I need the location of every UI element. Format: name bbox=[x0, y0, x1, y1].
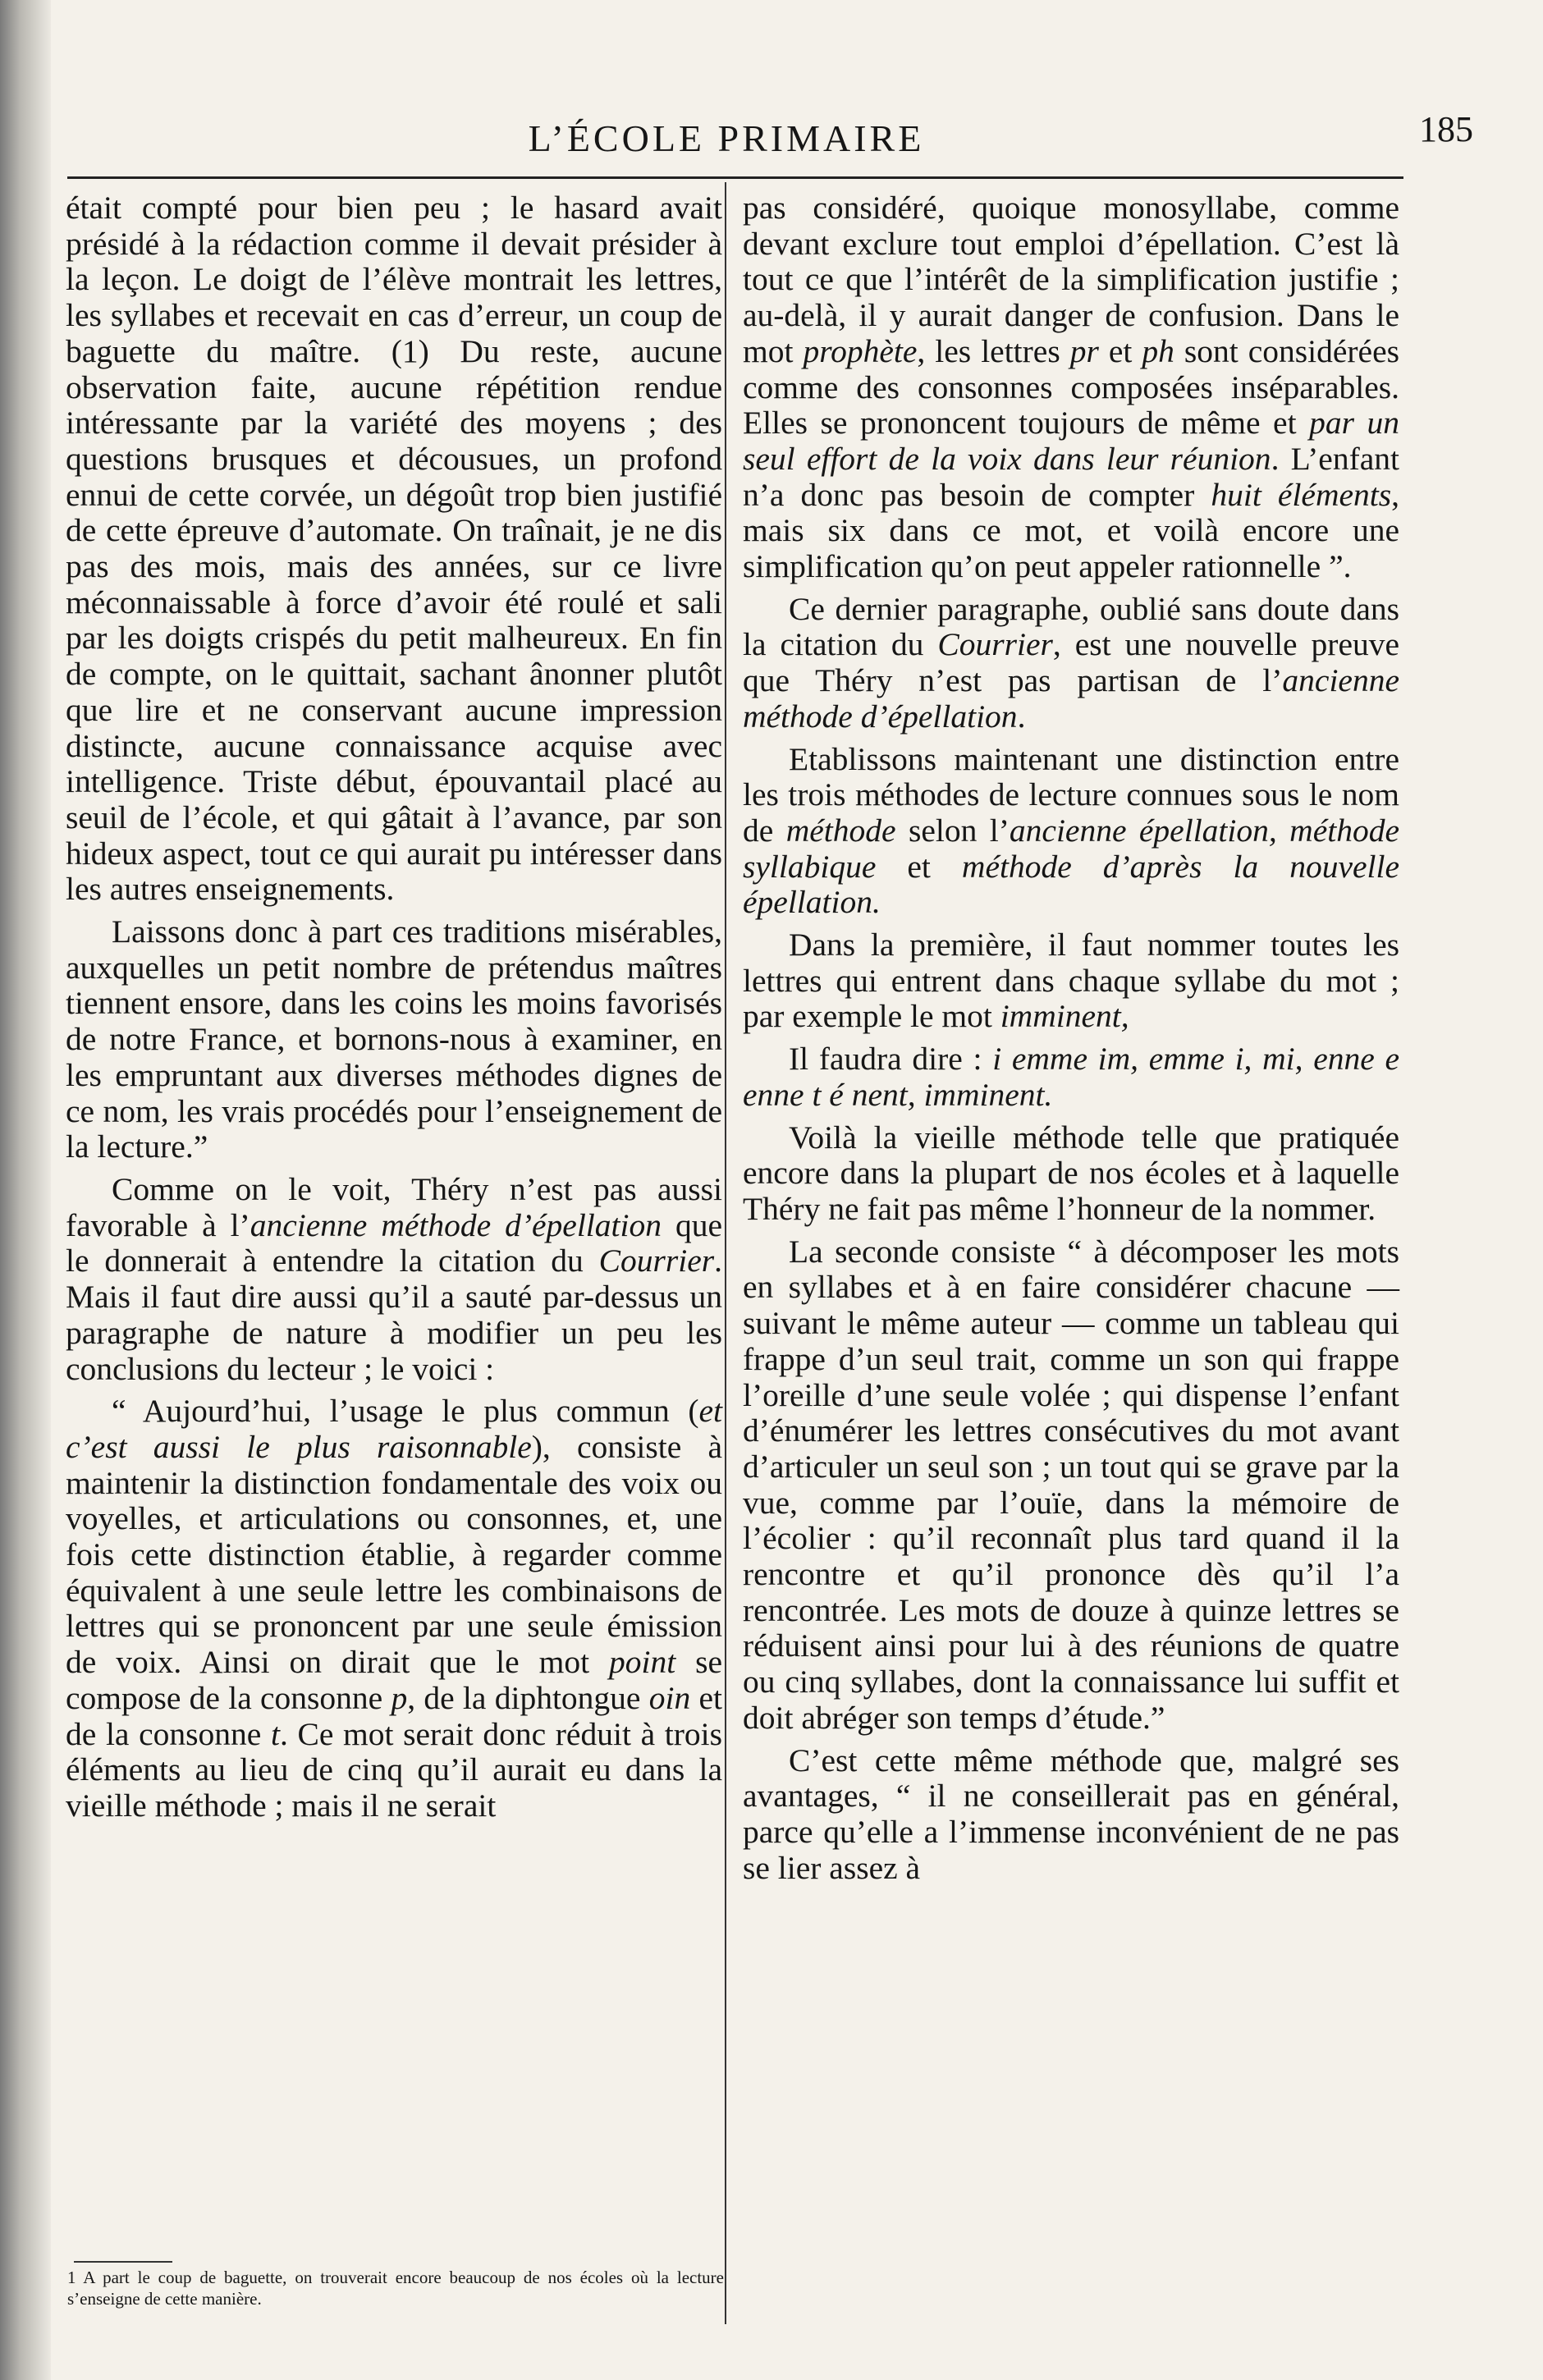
paragraph: Etablissons maintenant une distinction entre les trois méthodes de lecture connues sous le nom de méthode selon l’ancienne épellation, méthode syllabique et méthode d’après la nouvelle épellation. bbox=[743, 740, 1399, 921]
left-column bbox=[66, 190, 722, 1831]
paragraph: pas considéré, quoique monosyllabe, comme devant exclure tout emploi d’épellation. C’est là tout ce que l’intérêt de la simplification justifie ; au-delà, il y aurait danger de confusion. Dans le mot prophète, les lettres pr et ph sont considérées comme des consonnes composées inséparables. Elles se prononcent toujours de même et par un seul effort de la voix dans leur réunion. L’enfant n’a donc pas besoin de compter huit éléments, mais six dans ce mot, et voilà encore une simplification qu’on peut appeler rationnelle ”. bbox=[743, 190, 1399, 585]
footnote-rule bbox=[74, 2261, 172, 2263]
paragraph: “ Aujourd’hui, l’usage le plus commun (et c’est aussi le plus raisonnable), consiste à maintenir la distinction fondamentale des voix ou voyelles, et articulations ou consonnes, et, une fois cette distinction établie, à regarder comme équivalent à une seule lettre les combinaisons de lettres qui se prononcent par une seule émission de voix. Ainsi on dirait que le mot point se compose de la consonne p, de la diphtongue oin et de la consonne t. Ce mot serait donc réduit à trois éléments au lieu de cinq qu’il aurait eu dans la vieille méthode ; mais il ne serait bbox=[66, 1393, 722, 1824]
paragraph: Laissons donc à part ces traditions misérables, auxquelles un petit nombre de prétendus maîtres tiennent ensore, dans les coins les moins favorisés de notre France, et bornons-nous à examiner, en les empruntant aux diverses méthodes dignes de ce nom, les vrais procédés pour l’enseignement de la lecture.” bbox=[66, 913, 722, 1165]
paragraph: Comme on le voit, Théry n’est pas aussi favorable à l’ancienne méthode d’épellation que le donnerait à entendre la citation du Courrier. Mais il faut dire aussi qu’il a sauté par-dessus un paragraphe de nature à modifier un peu les conclusions du lecteur ; le voici : bbox=[66, 1170, 722, 1387]
page-binding-shadow bbox=[0, 0, 51, 2380]
right-column bbox=[743, 190, 1399, 1893]
paragraph: Dans la première, il faut nommer toutes les lettres qui entrent dans chaque syllabe du mot ; par exemple le mot imminent, bbox=[743, 927, 1399, 1035]
running-title: L’ÉCOLE PRIMAIRE bbox=[528, 117, 925, 159]
column-divider bbox=[725, 182, 726, 2324]
paragraph: C’est cette même méthode que, malgré ses avantages, “ il ne conseillerait pas en général, parce qu’elle a l’immense inconvénient de ne pas se lier assez à bbox=[743, 1742, 1399, 1886]
paragraph: Voilà la vieille méthode telle que pratiquée encore dans la plupart de nos écoles et à laquelle Théry ne fait pas même l’honneur de la nommer. bbox=[743, 1119, 1399, 1227]
paragraph: était compté pour bien peu ; le hasard avait présidé à la rédaction comme il devait présider à la leçon. Le doigt de l’élève montrait les lettres, les syllabes et recevait en cas d’erreur, un coup de baguette du maître. (1) Du reste, aucune observation faite, aucune répétition rendue intéressante par la variété des moyens ; des questions brusques et décousues, un profond ennui de cette corvée, un dégoût trop bien justifié de cette épreuve d’automate. On traînait, je ne dis pas des mois, mais des années, sur ce livre méconnaissable à force d’avoir été roulé et sali par les doigts crispés du petit malheureux. En fin de compte, on le quittait, sachant ânonner plutôt que lire et ne conservant aucune impression distincte, aucune connaissance acquise avec intelligence. Triste début, épouvantail placé au seuil de l’école, et qui gâtait à l’avance, par son hideux aspect, tout ce qui aurait pu intéresser dans les autres enseignements. bbox=[66, 190, 722, 908]
page-header bbox=[57, 108, 1473, 174]
paragraph: Ce dernier paragraphe, oublié sans doute dans la citation du Courrier, est une nouvelle preuve que Théry n’est pas partisan de l’ancienne méthode d’épellation. bbox=[743, 590, 1400, 735]
footnote: 1 A part le coup de baguette, on trouverait encore beaucoup de nos écoles où la lecture s’enseigne de cette manière. bbox=[67, 2268, 724, 2309]
page-number: 185 bbox=[1419, 109, 1473, 149]
paragraph: La seconde consiste “ à décomposer les mots en syllabes et à en faire considérer chacune — suivant le même auteur — comme un tableau qui frappe d’un seul trait, comme un son qui frappe l’oreille d’une seule volée ; qui dispense l’enfant d’énumérer les lettres consécutives du mot avant d’articuler un seul son ; un tout qui se grave par la vue, comme par l’ouïe, dans la mémoire de l’écolier : qu’il reconnaît plus tard quand il la rencontre et qu’il prononce dès qu’il l’a rencontrée. Les mots de douze à quinze lettres se réduisent ainsi pour lui à des réunions de quatre ou cinq syllabes, dont la connaissance lui suffit et doit abréger son temps d’étude.” bbox=[743, 1233, 1399, 1736]
paragraph: Il faudra dire : i emme im, emme i, mi, enne e enne t é nent, imminent. bbox=[743, 1041, 1399, 1113]
header-rule bbox=[67, 176, 1403, 179]
